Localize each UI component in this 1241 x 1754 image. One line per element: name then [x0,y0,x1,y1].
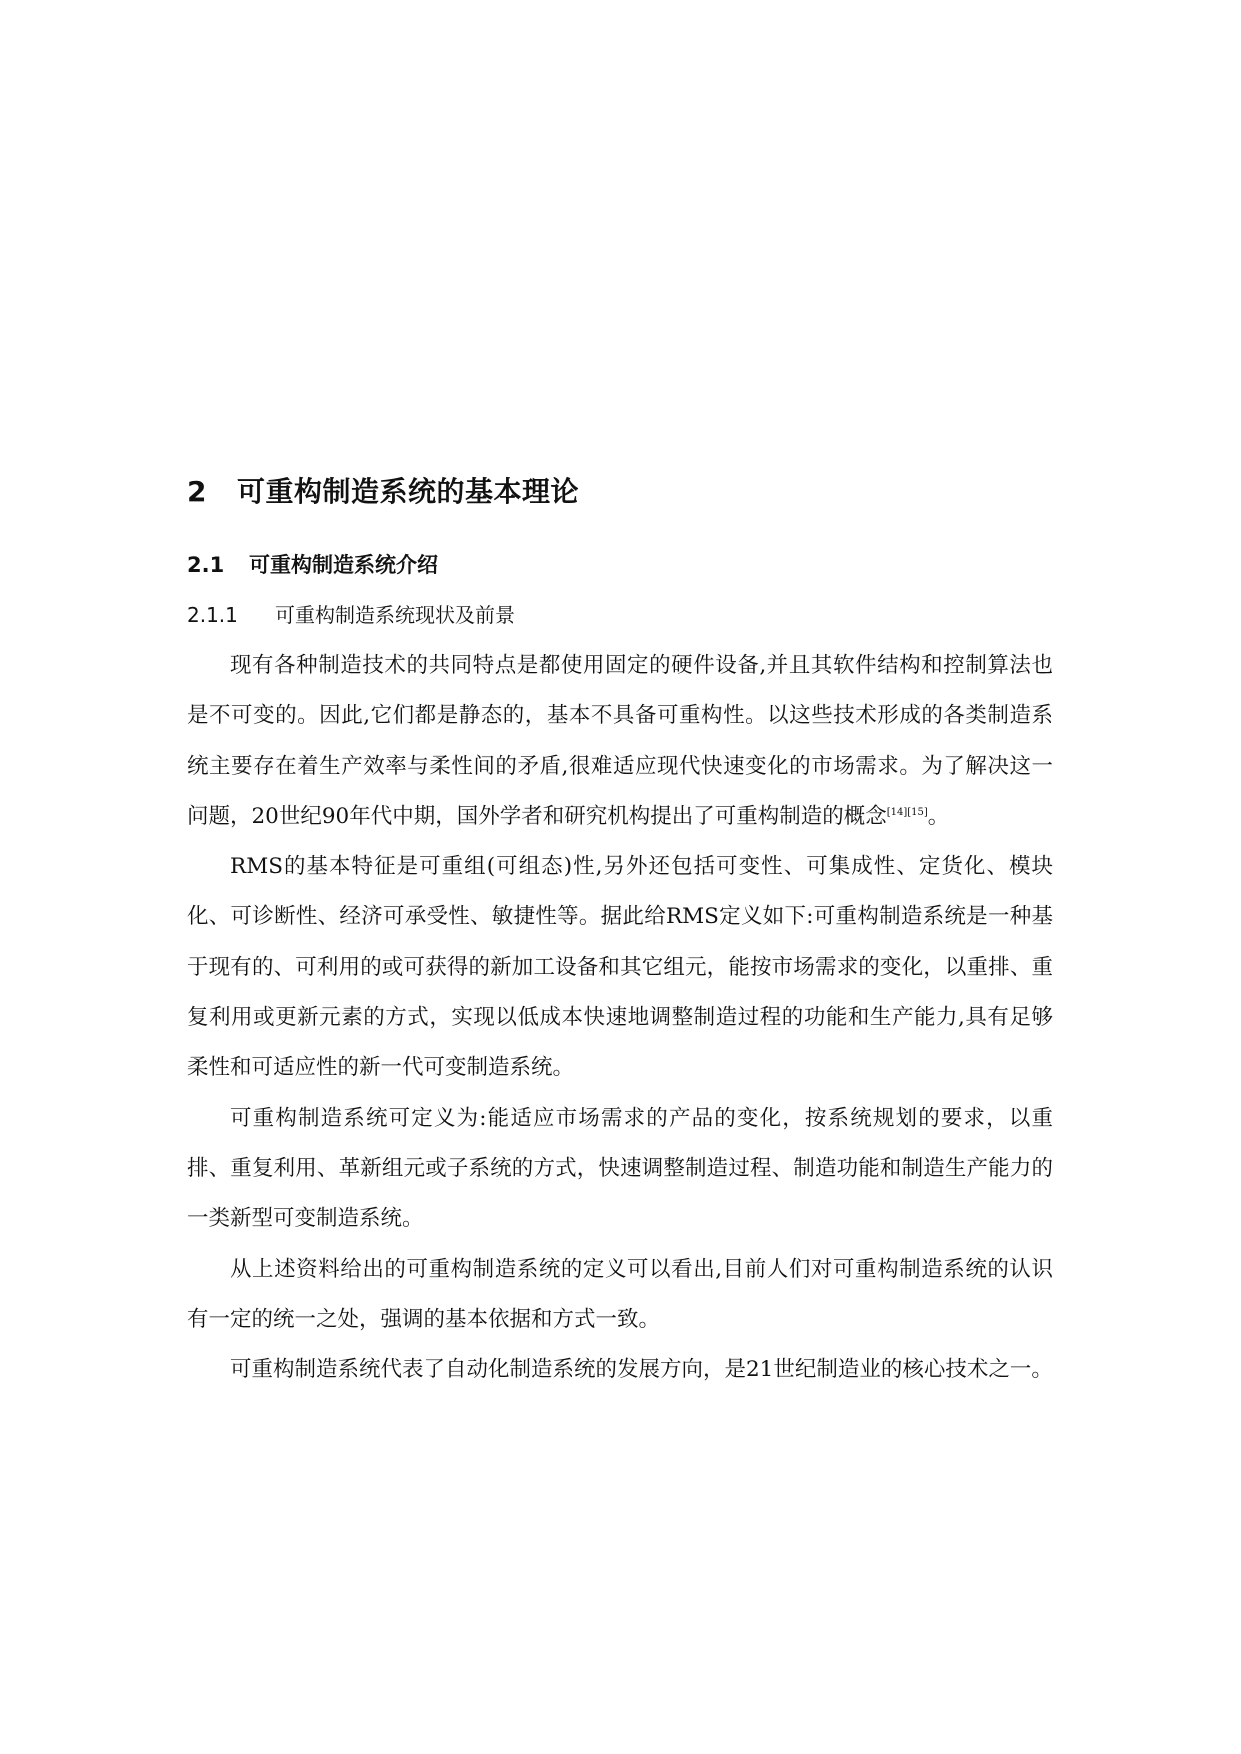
section-number: 2.1 [187,553,225,577]
paragraph-1-text: 现有各种制造技术的共同特点是都使用固定的硬件设备,并且其软件结构和控制算法也是不可变的。因此,它们都是静态的，基本不具备可重构性。以这些技术形成的各类制造系统主要存在着生产效率与柔性间的矛盾,很难适应现代快速变化的市场需求。为了解决这一问题，20世纪90年代中期，国外学者和研究机构提出了可重构制造的概念 [187,653,1053,829]
section-title: 可重构制造系统介绍 [249,553,438,577]
paragraph-2: RMS的基本特征是可重组(可组态)性,另外还包括可变性、可集成性、定货化、模块化、可诊断性、经济可承受性、敏捷性等。据此给RMS定义如下:可重构制造系统是一种基于现有的、可利用的或可获得的新加工设备和其它组元，能按市场需求的变化，以重排、重复利用或更新元素的方式，实现以低成本快速地调整制造过程的功能和生产能力,具有足够柔性和可适应性的新一代可变制造系统。 [187,854,1053,1081]
section-heading [187,550,438,580]
chapter-heading [187,474,579,510]
paragraph-4: 从上述资料给出的可重构制造系统的定义可以看出,目前人们对可重构制造系统的认识有一定的统一之处，强调的基本依据和方式一致。 [187,1256,1053,1332]
paragraph-5: 可重构制造系统代表了自动化制造系统的发展方向，是21世纪制造业的核心技术之一。 [230,1357,1053,1383]
body-text [187,641,1053,1395]
chapter-title: 可重构制造系统的基本理论 [237,475,580,508]
paragraph-3: 可重构制造系统可定义为:能适应市场需求的产品的变化，按系统规划的要求，以重排、重复利用、革新组元或子系统的方式，快速调整制造过程、制造功能和制造生产能力的一类新型可变制造系统。 [187,1105,1053,1232]
chapter-number: 2 [187,475,207,508]
subsection-number: 2.1.1 [187,603,238,627]
subsection-title: 可重构制造系统现状及前景 [275,603,515,627]
paragraph-1-end: 。 [927,803,950,829]
paragraph-1 [187,641,1053,842]
citation-reference: [14][15] [886,806,928,818]
subsection-heading [187,600,515,630]
